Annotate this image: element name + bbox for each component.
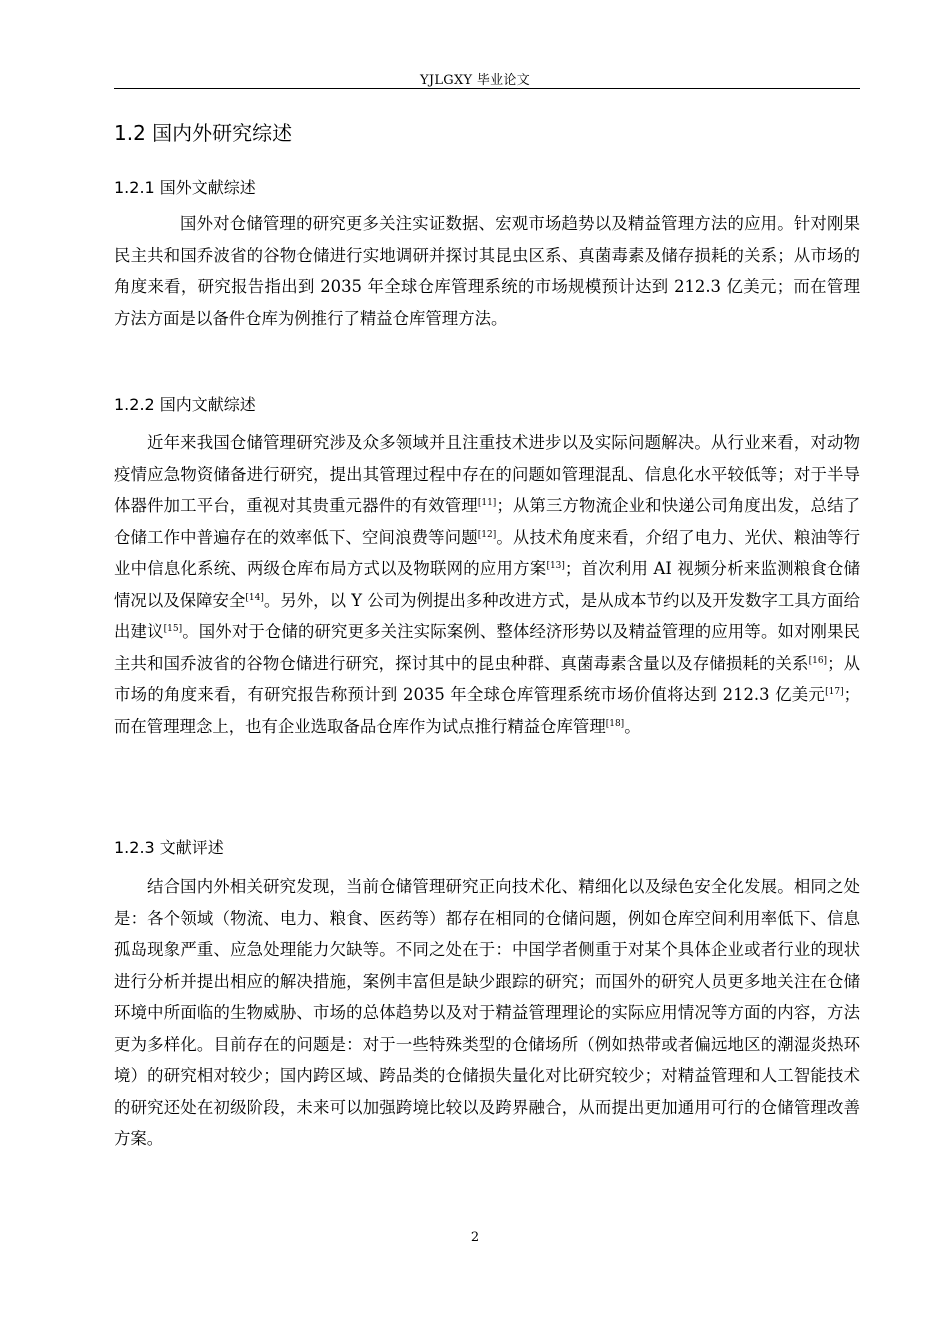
citation: [14] <box>245 592 264 603</box>
citation: [15] <box>163 624 183 634</box>
citation: [17] <box>825 687 844 697</box>
text-segment: ；首次利用 AI 视频分析来监测粮食仓储情况以及保障安全 <box>114 559 861 610</box>
citation: [16] <box>808 655 828 666</box>
text-segment: ；从市场的角度来看，有研究报告称预计到 2035 年全球仓库管理系统市场价值将达到 212.3 亿美元 <box>114 653 861 704</box>
header-divider <box>114 88 860 89</box>
subsection-title-foreign: 1.2.1 国外文献综述 <box>114 178 256 197</box>
paragraph-domestic-literature <box>114 427 860 742</box>
citation: [13] <box>546 561 565 571</box>
text-segment: ；而在管理理念上，也有企业选取备品仓库作为试点推行精益仓库管理 <box>114 685 860 736</box>
citation: [18] <box>605 718 625 729</box>
subsection-title-domestic: 1.2.2 国内文献综述 <box>114 395 256 414</box>
text-segment: 。另外，以 Y 公司为例提出多种改进方式，是从成本节约以及开发数字工具方面给出建议 <box>114 590 860 641</box>
paragraph-foreign-literature: 国外对仓储管理的研究更多关注实证数据、宏观市场趋势以及精益管理方法的应用。针对刚果民主共和国乔波省的谷物仓储进行实地调研并探讨其昆虫区系、真菌毒素及储存损耗的关系；从市场的角度来看，研究报告指出到 2035 年全球仓库管理系统的市场规模预计达到 212.3 亿美元；而在管理方法方面是以备件仓库为例推行了精益仓库管理方法。 <box>114 214 860 328</box>
section-title: 1.2 国内外研究综述 <box>114 121 293 145</box>
text-segment: 。从技术角度来看，介绍了电力、光伏、粮油等行业中信息化系统、两级仓库布局方式以及物联网的应用方案 <box>114 527 861 578</box>
page-header: YJLGXY 毕业论文 <box>419 73 531 88</box>
text-segment: ；从第三方物流企业和快递公司角度出发，总结了仓储工作中普遍存在的效率低下、空间浪费等问题 <box>114 496 861 547</box>
text-segment: 。 <box>624 716 641 736</box>
text-segment: 。国外对于仓储的研究更多关注实际案例、整体经济形势以及精益管理的应用等。如对刚果民主共和国乔波省的谷物仓储进行研究，探讨其中的昆虫种群、真菌毒素含量以及存储损耗的关系 <box>114 622 861 673</box>
citation: [11] <box>477 498 497 508</box>
subsection-title-review: 1.2.3 文献评述 <box>114 838 224 857</box>
paragraph-literature-review: 结合国内外相关研究发现，当前仓储管理研究正向技术化、精细化以及绿色安全化发展。相同之处是：各个领域（物流、电力、粮食、医药等）都存在相同的仓储问题，例如仓库空间利用率低下、信息孤岛现象严重、应急处理能力欠缺等。不同之处在于：中国学者侧重于对某个具体企业或者行业的现状进行分析并提出相应的解决措施，案例丰富但是缺少跟踪的研究；而国外的研究人员更多地关注在仓储环境中所面临的生物威胁、市场的总体趋势以及对于精益管理理论的实际应用情况等方面的内容，方法更为多样化。目前存在的问题是：对于一些特殊类型的仓储场所（例如热带或者偏远地区的潮湿炎热环境）的研究相对较少；国内跨区域、跨品类的仓储损失量化对比研究较少；对精益管理和人工智能技术的研究还处在初级阶段，未来可以加强跨境比较以及跨界融合，从而提出更加通用可行的仓储管理改善方案。 <box>114 877 860 1148</box>
citation: [12] <box>477 529 497 540</box>
page-number: 2 <box>470 1230 480 1245</box>
text-segment: 近年来我国仓储管理研究涉及众多领域并且注重技术进步以及实际问题解决。从行业来看，对动物疫情应急物资储备进行研究，提出其管理过程中存在的问题如管理混乱、信息化水平较低等；对于半导体器件加工平台，重视对其贵重元器件的有效管理 <box>114 433 860 515</box>
